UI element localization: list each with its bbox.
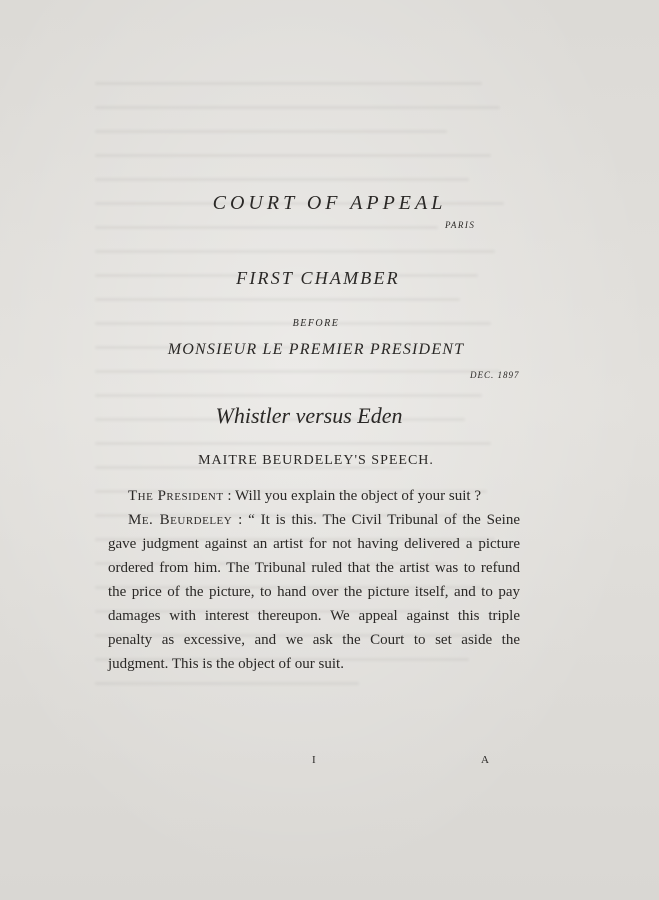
speaker-name: Me. Beurdeley [128, 512, 233, 528]
signature-mark: A [481, 754, 489, 766]
paragraph-text: : “ It is this. The Civil Tribunal of the Seine gave judgment against an artist for not having delivered a picture ordered from him. The Tribunal ruled that the artist was to refund the price of the picture, to hand over the picture itself, and to pay damages with interest thereupon. We appeal against this triple penalty as excessive, and we ask the Court to set aside the judgment. This is the object of our suit. [108, 512, 521, 672]
court-heading: COURT OF APPEAL [212, 192, 447, 214]
speech-body [108, 484, 520, 676]
speech-subtitle: MAITRE BEURDELEY'S SPEECH. [198, 453, 434, 468]
paragraph [108, 508, 520, 676]
before-label: BEFORE [292, 318, 340, 329]
page-number: I [312, 754, 316, 766]
chamber-heading: FIRST CHAMBER [236, 268, 400, 288]
speaker-name: The President [128, 488, 224, 504]
presiding-judge: MONSIEUR LE PREMIER PRESIDENT [167, 341, 465, 358]
hearing-date: DEC. 1897 [470, 370, 520, 380]
court-place: PARIS [445, 220, 476, 230]
paragraph [108, 484, 520, 508]
case-title: Whistler versus Eden [215, 403, 403, 428]
paragraph-text: : Will you explain the object of your suit ? [227, 488, 481, 504]
